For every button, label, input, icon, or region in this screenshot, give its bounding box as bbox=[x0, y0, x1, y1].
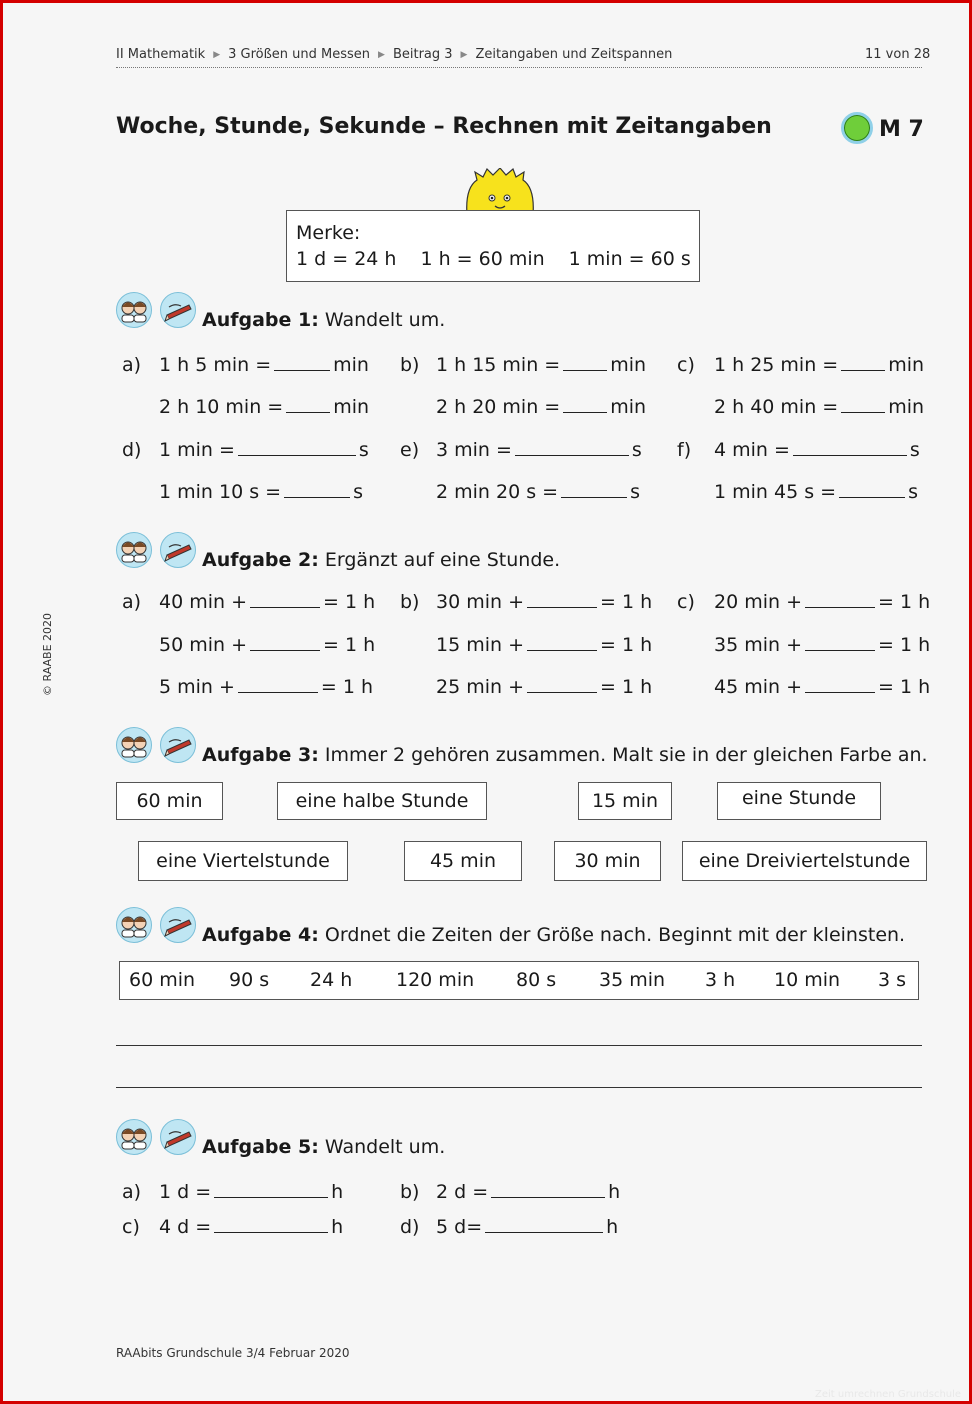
answer-line[interactable] bbox=[116, 1045, 922, 1046]
item-letter: d) bbox=[400, 1216, 420, 1238]
formula: 1 h = 60 min bbox=[420, 248, 545, 270]
header-divider bbox=[116, 67, 922, 68]
exercise-item: 5 d= h bbox=[436, 1216, 619, 1238]
exercise-item: 2 min 20 s = s bbox=[436, 481, 640, 503]
partner-icon bbox=[116, 907, 152, 943]
exercise-item: 4 d = h bbox=[159, 1216, 344, 1238]
material-badge: M 7 bbox=[841, 114, 924, 146]
crumb: 3 Größen und Messen bbox=[228, 47, 371, 62]
match-box[interactable]: 15 min bbox=[578, 782, 672, 820]
page-title: Woche, Stunde, Sekunde – Rechnen mit Zeitangaben bbox=[116, 114, 772, 139]
exercise-item: 50 min + = 1 h bbox=[159, 634, 376, 656]
match-box[interactable]: eine Viertelstunde bbox=[138, 841, 348, 881]
exercise-item: 2 d = h bbox=[436, 1181, 621, 1203]
exercise-item: 20 min + = 1 h bbox=[714, 591, 931, 613]
item-letter: c) bbox=[122, 1216, 140, 1238]
exercise-item: 1 min 10 s = s bbox=[159, 481, 363, 503]
exercise-item: 1 h 15 min = min bbox=[436, 354, 647, 376]
exercise-item: 45 min + = 1 h bbox=[714, 676, 931, 698]
task-1-heading: Aufgabe 1: Wandelt um. bbox=[202, 309, 446, 331]
item-letter: f) bbox=[677, 439, 692, 461]
time-value: 80 s bbox=[516, 969, 557, 991]
exercise-item: 1 min 45 s = s bbox=[714, 481, 918, 503]
task-icons bbox=[116, 727, 196, 765]
exercise-item: 1 d = h bbox=[159, 1181, 344, 1203]
time-value: 35 min bbox=[599, 969, 666, 991]
time-value: 60 min bbox=[129, 969, 196, 991]
pencil-writing-icon bbox=[160, 532, 196, 568]
merke-box bbox=[286, 210, 700, 282]
task-2-heading: Aufgabe 2: Ergänzt auf eine Stunde. bbox=[202, 549, 561, 571]
exercise-item: 1 h 25 min = min bbox=[714, 354, 925, 376]
match-box[interactable]: eine halbe Stunde bbox=[277, 782, 487, 820]
watermark: Zeit umrechnen Grundschule bbox=[815, 1389, 962, 1400]
footer: RAAbits Grundschule 3/4 Februar 2020 bbox=[116, 1346, 350, 1360]
exercise-item: 25 min + = 1 h bbox=[436, 676, 653, 698]
merke-formulas bbox=[296, 248, 691, 270]
time-value: 24 h bbox=[310, 969, 353, 991]
item-letter: a) bbox=[122, 1181, 142, 1203]
crumb: Beitrag 3 bbox=[392, 47, 453, 62]
item-letter: b) bbox=[400, 591, 420, 613]
time-value: 120 min bbox=[396, 969, 475, 991]
exercise-item: 30 min + = 1 h bbox=[436, 591, 653, 613]
item-letter: c) bbox=[677, 591, 695, 613]
exercise-item: 3 min = s bbox=[436, 439, 642, 461]
match-box[interactable]: 30 min bbox=[554, 841, 661, 881]
pencil-writing-icon bbox=[160, 727, 196, 763]
item-letter: a) bbox=[122, 591, 142, 613]
exercise-item: 4 min = s bbox=[714, 439, 920, 461]
formula: 1 d = 24 h bbox=[296, 248, 397, 270]
partner-icon bbox=[116, 727, 152, 763]
copyright-note: © RAABE 2020 bbox=[41, 612, 54, 696]
answer-line[interactable] bbox=[116, 1087, 922, 1088]
task-icons bbox=[116, 532, 196, 570]
exercise-item: 2 h 20 min = min bbox=[436, 396, 647, 418]
match-box[interactable]: eine Dreiviertelstunde bbox=[682, 841, 927, 881]
match-box[interactable]: 45 min bbox=[404, 841, 522, 881]
item-letter: c) bbox=[677, 354, 695, 376]
time-value: 3 h bbox=[705, 969, 736, 991]
task-icons bbox=[116, 1119, 196, 1157]
values-box bbox=[119, 961, 919, 1000]
exercise-item: 1 min = s bbox=[159, 439, 369, 461]
exercise-item: 2 h 10 min = min bbox=[159, 396, 370, 418]
item-letter: b) bbox=[400, 1181, 420, 1203]
task-5-heading: Aufgabe 5: Wandelt um. bbox=[202, 1136, 446, 1158]
task-3-heading: Aufgabe 3: Immer 2 gehören zusammen. Malt sie in der gleichen Farbe an. bbox=[202, 744, 928, 766]
pencil-writing-icon bbox=[160, 1119, 196, 1155]
triangle-icon: ▶ bbox=[460, 50, 468, 60]
crumb: Zeitangaben und Zeitspannen bbox=[475, 47, 673, 62]
item-letter: a) bbox=[122, 354, 142, 376]
item-letter: d) bbox=[122, 439, 142, 461]
partner-icon bbox=[116, 532, 152, 568]
match-box[interactable]: eine Stunde bbox=[717, 782, 881, 820]
mascot-icon bbox=[463, 168, 537, 216]
task-icons bbox=[116, 292, 196, 330]
green-dot-icon bbox=[841, 112, 873, 144]
item-letter: b) bbox=[400, 354, 420, 376]
exercise-item: 2 h 40 min = min bbox=[714, 396, 925, 418]
match-box[interactable]: 60 min bbox=[116, 782, 223, 820]
item-letter: e) bbox=[400, 439, 420, 461]
formula: 1 min = 60 s bbox=[568, 248, 691, 270]
partner-icon bbox=[116, 292, 152, 328]
exercise-item: 15 min + = 1 h bbox=[436, 634, 653, 656]
page-number: 11 von 28 bbox=[865, 47, 931, 62]
partner-icon bbox=[116, 1119, 152, 1155]
pencil-writing-icon bbox=[160, 292, 196, 328]
exercise-item: 5 min + = 1 h bbox=[159, 676, 374, 698]
triangle-icon: ▶ bbox=[378, 50, 385, 60]
time-value: 10 min bbox=[774, 969, 841, 991]
merke-label: Merke: bbox=[296, 222, 361, 244]
task-icons bbox=[116, 907, 196, 945]
exercise-item: 40 min + = 1 h bbox=[159, 591, 376, 613]
crumb: II Mathematik bbox=[116, 47, 206, 62]
exercise-item: 35 min + = 1 h bbox=[714, 634, 931, 656]
task-4-heading: Aufgabe 4: Ordnet die Zeiten der Größe nach. Beginnt mit der kleinsten. bbox=[202, 924, 906, 946]
breadcrumb bbox=[116, 47, 672, 62]
exercise-item: 1 h 5 min = min bbox=[159, 354, 369, 376]
triangle-icon: ▶ bbox=[213, 50, 221, 60]
time-value: 90 s bbox=[229, 969, 270, 991]
pencil-writing-icon bbox=[160, 907, 196, 943]
time-value: 3 s bbox=[878, 969, 907, 991]
